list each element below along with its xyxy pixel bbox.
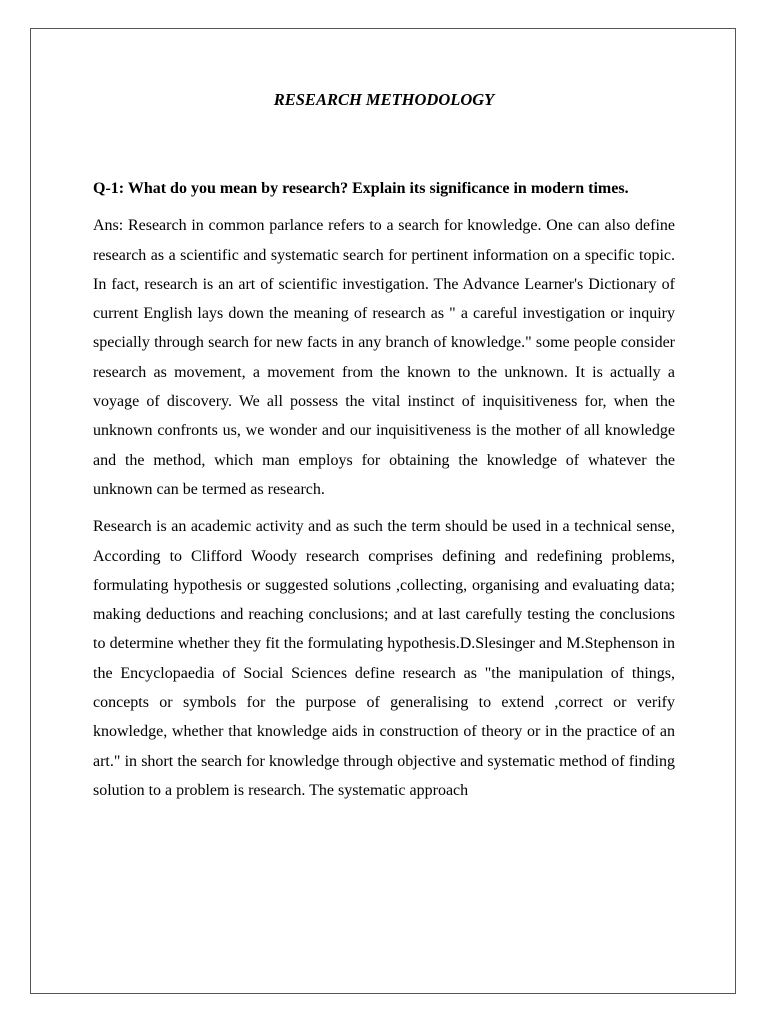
body-paragraph: Research is an academic activity and as such the term should be used in a technical sense, According to Clifford Woody research comprises defining and redefining problems, formulating hypothesis or suggested solutions ,collecting, organising and evaluating data; making deductions and reaching conclusions; and at last carefully testing the conclusions to determine whether they fit the formulating hypothesis.D.Slesinger and M.Stephenson in the Encyclopaedia of Social Sciences define research as "the manipulation of things, concepts or symbols for the purpose of generalising to extend ,correct or verify knowledge, whether that knowledge aids in construction of theory or in the practice of an art." in short the search for knowledge through objective and systematic method of finding solution to a problem is research. The systematic approach [93, 518, 675, 799]
document-title: RESEARCH METHODOLOGY [273, 90, 495, 109]
document-body [93, 174, 675, 805]
question-heading: Q-1: What do you mean by research? Explain its significance in modern times. [93, 180, 629, 197]
answer-paragraph: Ans: Research in common parlance refers to a search for knowledge. One can also define research as a scientific and systematic search for pertinent information on a specific topic. In fact, research is an art of scientific investigation. The Advance Learner's Dictionary of current English lays down the meaning of research as " a careful investigation or inquiry specially through search for new facts in any branch of knowledge." some people consider research as movement, a movement from the known to the unknown. It is actually a voyage of discovery. We all possess the vital instinct of inquisitiveness for, when the unknown confronts us, we wonder and our inquisitiveness is the mother of all knowledge and the method, which man employs for obtaining the knowledge of whatever the unknown can be termed as research. [93, 217, 675, 498]
